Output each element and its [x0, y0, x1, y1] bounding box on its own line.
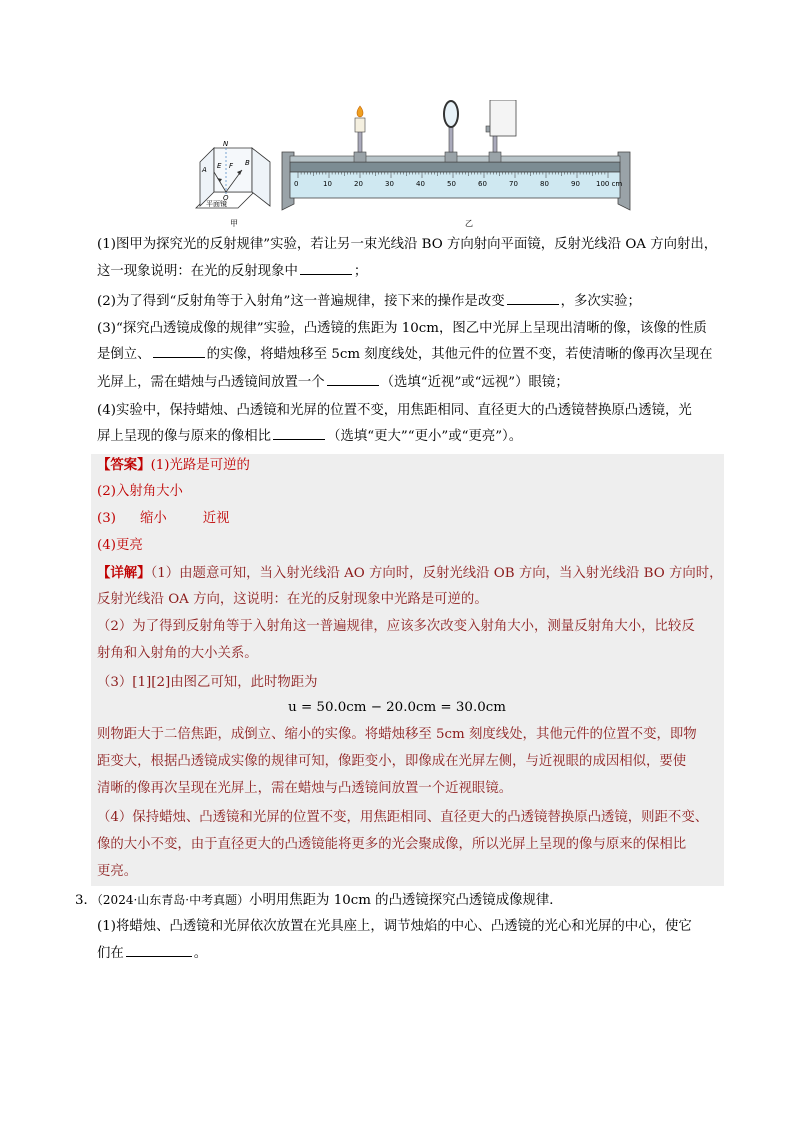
answer-line-1 [97, 452, 250, 479]
question-3: (3)“探究凸透镜成像的规律”实验，凸透镜的焦距为 10cm，图乙中光屏上呈现出清晰的像，该像的性质 [97, 321, 707, 336]
detail-8: 清晰的像再次呈现在光屏上，需在蜡烛与凸透镜间放置一个近视眼镜。 [97, 781, 513, 796]
question-stem: 小明用焦距为 10cm 的凸透镜探究凸透镜成像规律． [249, 893, 563, 908]
answer-4: (4)更亮 [97, 538, 143, 553]
ruler-label-70: 70 [509, 180, 518, 188]
detail-1: （1）由题意可知，当入射光线沿 AO 方向时，反射光线沿 OB 方向，当入射光线沿 BO 方向时， [150, 566, 723, 581]
question-2 [97, 289, 641, 315]
question-4-cont [97, 424, 522, 450]
detail-tag: 【详解】 [97, 565, 151, 581]
blank-1 [300, 260, 352, 275]
question-1-text: 这一现象说明：在光的反射现象中 [97, 264, 298, 279]
question-2-end: ，多次实验； [560, 294, 641, 309]
answer-3-num: (3) [97, 511, 116, 526]
blank-5 [273, 425, 325, 440]
question-3-text-b: 的实像，将蜡烛移至 5cm 刻度线处，其他元件的位置不变，若使清晰的像再次呈现在 [206, 347, 713, 362]
answer-2: (2)入射角大小 [97, 484, 183, 499]
question-4: (4)实验中，保持蜡烛、凸透镜和光屏的位置不变，用焦距相同、直径更大的凸透镜替换原凸透镜，光 [97, 403, 692, 418]
answer-line-3 [97, 506, 230, 532]
question-3-text-d: （选填“近视”或“远视”）眼镜； [380, 375, 569, 390]
question-1: (1)图甲为探究光的反射规律”实验，若让另一束光线沿 BO 方向射向平面镜，反射光线沿 OA 方向射出， [97, 237, 718, 252]
question-source: （2024·山东青岛·中考真题） [96, 893, 250, 907]
q3-part-1-cont [97, 941, 207, 967]
ruler-label-50: 50 [447, 180, 456, 188]
question-4-text: 屏上呈现的像与原来的像相比 [97, 429, 272, 444]
ruler-label-30: 30 [385, 180, 394, 188]
optics-figure [190, 100, 650, 235]
detail-11: 更亮。 [97, 864, 138, 879]
answer-1: (1)光路是可逆的 [150, 458, 250, 473]
answer-3a: 缩小 [139, 511, 167, 526]
q3-part-1: (1)将蜡烛、凸透镜和光屏依次放置在光具座上，调节烛焰的中心、凸透镜的光心和光屏的中心，使它 [97, 919, 692, 934]
candle [354, 106, 366, 162]
ruler-label-10: 10 [323, 180, 332, 188]
q3-part-1-end: 。 [193, 946, 208, 961]
label-f: F [229, 162, 234, 170]
light-screen [486, 100, 516, 162]
label-mirror: 平面镜 [206, 200, 227, 208]
label-e: E [217, 162, 222, 170]
figure-jia [196, 140, 270, 228]
caption-yi: 乙 [465, 219, 473, 228]
blank-2 [507, 290, 559, 305]
question-2-text: (2)为了得到“反射角等于入射角”这一普遍规律，接下来的操作是改变 [97, 294, 505, 309]
question-1-end: ； [353, 264, 368, 279]
ruler-label-100: 100 cm [596, 180, 623, 188]
q3-part-1-text: 们在 [97, 946, 124, 961]
formula: u = 50.0cm − 20.0cm = 30.0cm [288, 700, 506, 715]
ruler-label-0: 0 [294, 180, 299, 188]
question-3-cont-1 [97, 342, 712, 368]
convex-lens [444, 101, 458, 162]
detail-6: 则物距大于二倍焦距，成倒立、缩小的实像。将蜡烛移至 5cm 刻度线处，其他元件的位置不变，即物 [97, 727, 697, 742]
question-3-text-c: 光屏上，需在蜡烛与凸透镜间放置一个 [97, 375, 325, 390]
ruler-label-90: 90 [571, 180, 580, 188]
figure-yi [282, 100, 630, 228]
label-n: N [223, 140, 229, 148]
detail-4: 射角和入射角的大小关系。 [97, 646, 258, 661]
detail-5: （3）[1][2]由图乙可知，此时物距为 [97, 675, 318, 690]
detail-2: 反射光线沿 OA 方向，这说明：在光的反射现象中光路是可逆的。 [97, 592, 488, 607]
question-3-text-a: 是倒立、 [97, 347, 151, 362]
ruler-label-60: 60 [478, 180, 487, 188]
question-3-header [75, 887, 563, 914]
question-4-end: （选填“更大”“更小”或“更亮”）。 [327, 429, 523, 444]
detail-line-1 [97, 560, 723, 587]
label-o: O [223, 194, 229, 202]
label-b: B [245, 159, 250, 167]
detail-9: （4）保持蜡烛、凸透镜和光屏的位置不变，用焦距相同、直径更大的凸透镜替换原凸透镜，则距不变、 [97, 810, 709, 825]
label-a: A [202, 166, 207, 174]
ruler-label-40: 40 [416, 180, 425, 188]
question-1-cont [97, 259, 367, 285]
ruler-label-20: 20 [354, 180, 363, 188]
detail-10: 像的大小不变，由于直径更大的凸透镜能将更多的光会聚成像，所以光屏上呈现的像与原来的保相比 [97, 837, 687, 852]
question-3-cont-2 [97, 370, 569, 396]
answer-tag: 【答案】 [97, 457, 151, 473]
ruler-label-80: 80 [540, 180, 549, 188]
caption-jia: 甲 [230, 219, 238, 228]
blank-3 [153, 343, 205, 358]
blank-6 [126, 942, 192, 957]
detail-7: 距变大，根据凸透镜成实像的规律可知，像距变小，即像成在光屏左侧，与近视眼的成因相似，要使 [97, 754, 687, 769]
question-number: 3． [75, 893, 97, 908]
answer-3b: 近视 [202, 511, 230, 526]
blank-4 [327, 371, 379, 386]
detail-3: （2）为了得到反射角等于入射角这一普遍规律，应该多次改变入射角大小，测量反射角大小，比较反 [97, 619, 695, 634]
